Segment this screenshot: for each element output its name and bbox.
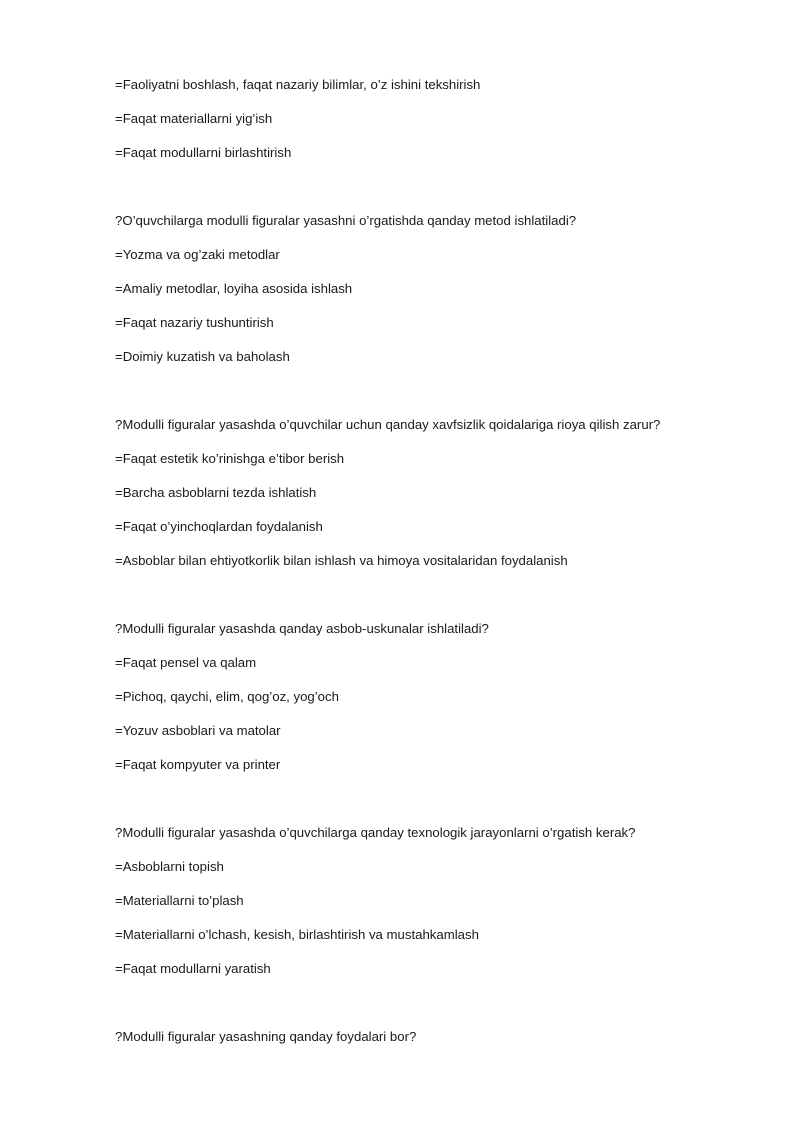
answer-option: =Faqat estetik ko’rinishga e’tibor berish [115, 451, 345, 466]
question-text: ?Modulli figuralar yasashning qanday foydalari bor? [115, 1029, 417, 1044]
answer-option: =Doimiy kuzatish va baholash [115, 349, 290, 364]
answer-option: =Asboblarni topish [115, 859, 224, 874]
answer-option: =Asboblar bilan ehtiyotkorlik bilan ishlash va himoya vositalaridan foydalanish [115, 553, 568, 568]
answer-option: =Faqat kompyuter va printer [115, 757, 281, 772]
answer-option: =Faqat modullarni yaratish [115, 961, 271, 976]
answer-option: =Amaliy metodlar, loyiha asosida ishlash [115, 281, 353, 296]
answer-option: =Faqat modullarni birlashtirish [115, 145, 292, 160]
answer-option: =Yozma va og’zaki metodlar [115, 247, 280, 262]
answer-option: =Materiallarni o’lchash, kesish, birlashtirish va mustahkamlash [115, 927, 479, 942]
document-content [115, 76, 755, 1062]
question-text: ?Modulli figuralar yasashda qanday asbob-uskunalar ishlatiladi? [115, 621, 489, 636]
answer-option: =Faqat o’yinchoqlardan foydalanish [115, 519, 323, 534]
answer-option: =Faqat pensel va qalam [115, 655, 257, 670]
answer-option: =Faqat nazariy tushuntirish [115, 315, 274, 330]
question-text: ?Modulli figuralar yasashda o’quvchilarga qanday texnologik jarayonlarni o’rgatish kerak? [115, 825, 636, 840]
answer-option: =Barcha asboblarni tezda ishlatish [115, 485, 317, 500]
question-text: ?Modulli figuralar yasashda o’quvchilar uchun qanday xavfsizlik qoidalariga rioya qilish zarur? [115, 417, 661, 432]
answer-option: =Faoliyatni boshlash, faqat nazariy bilimlar, o’z ishini tekshirish [115, 77, 481, 92]
answer-option: =Yozuv asboblari va matolar [115, 723, 281, 738]
answer-option: =Faqat materiallarni yig’ish [115, 111, 273, 126]
answer-option: =Materiallarni to’plash [115, 893, 244, 908]
answer-option: =Pichoq, qaychi, elim, qog’oz, yog’och [115, 689, 339, 704]
question-text: ?O’quvchilarga modulli figuralar yasashni o’rgatishda qanday metod ishlatiladi? [115, 213, 577, 228]
